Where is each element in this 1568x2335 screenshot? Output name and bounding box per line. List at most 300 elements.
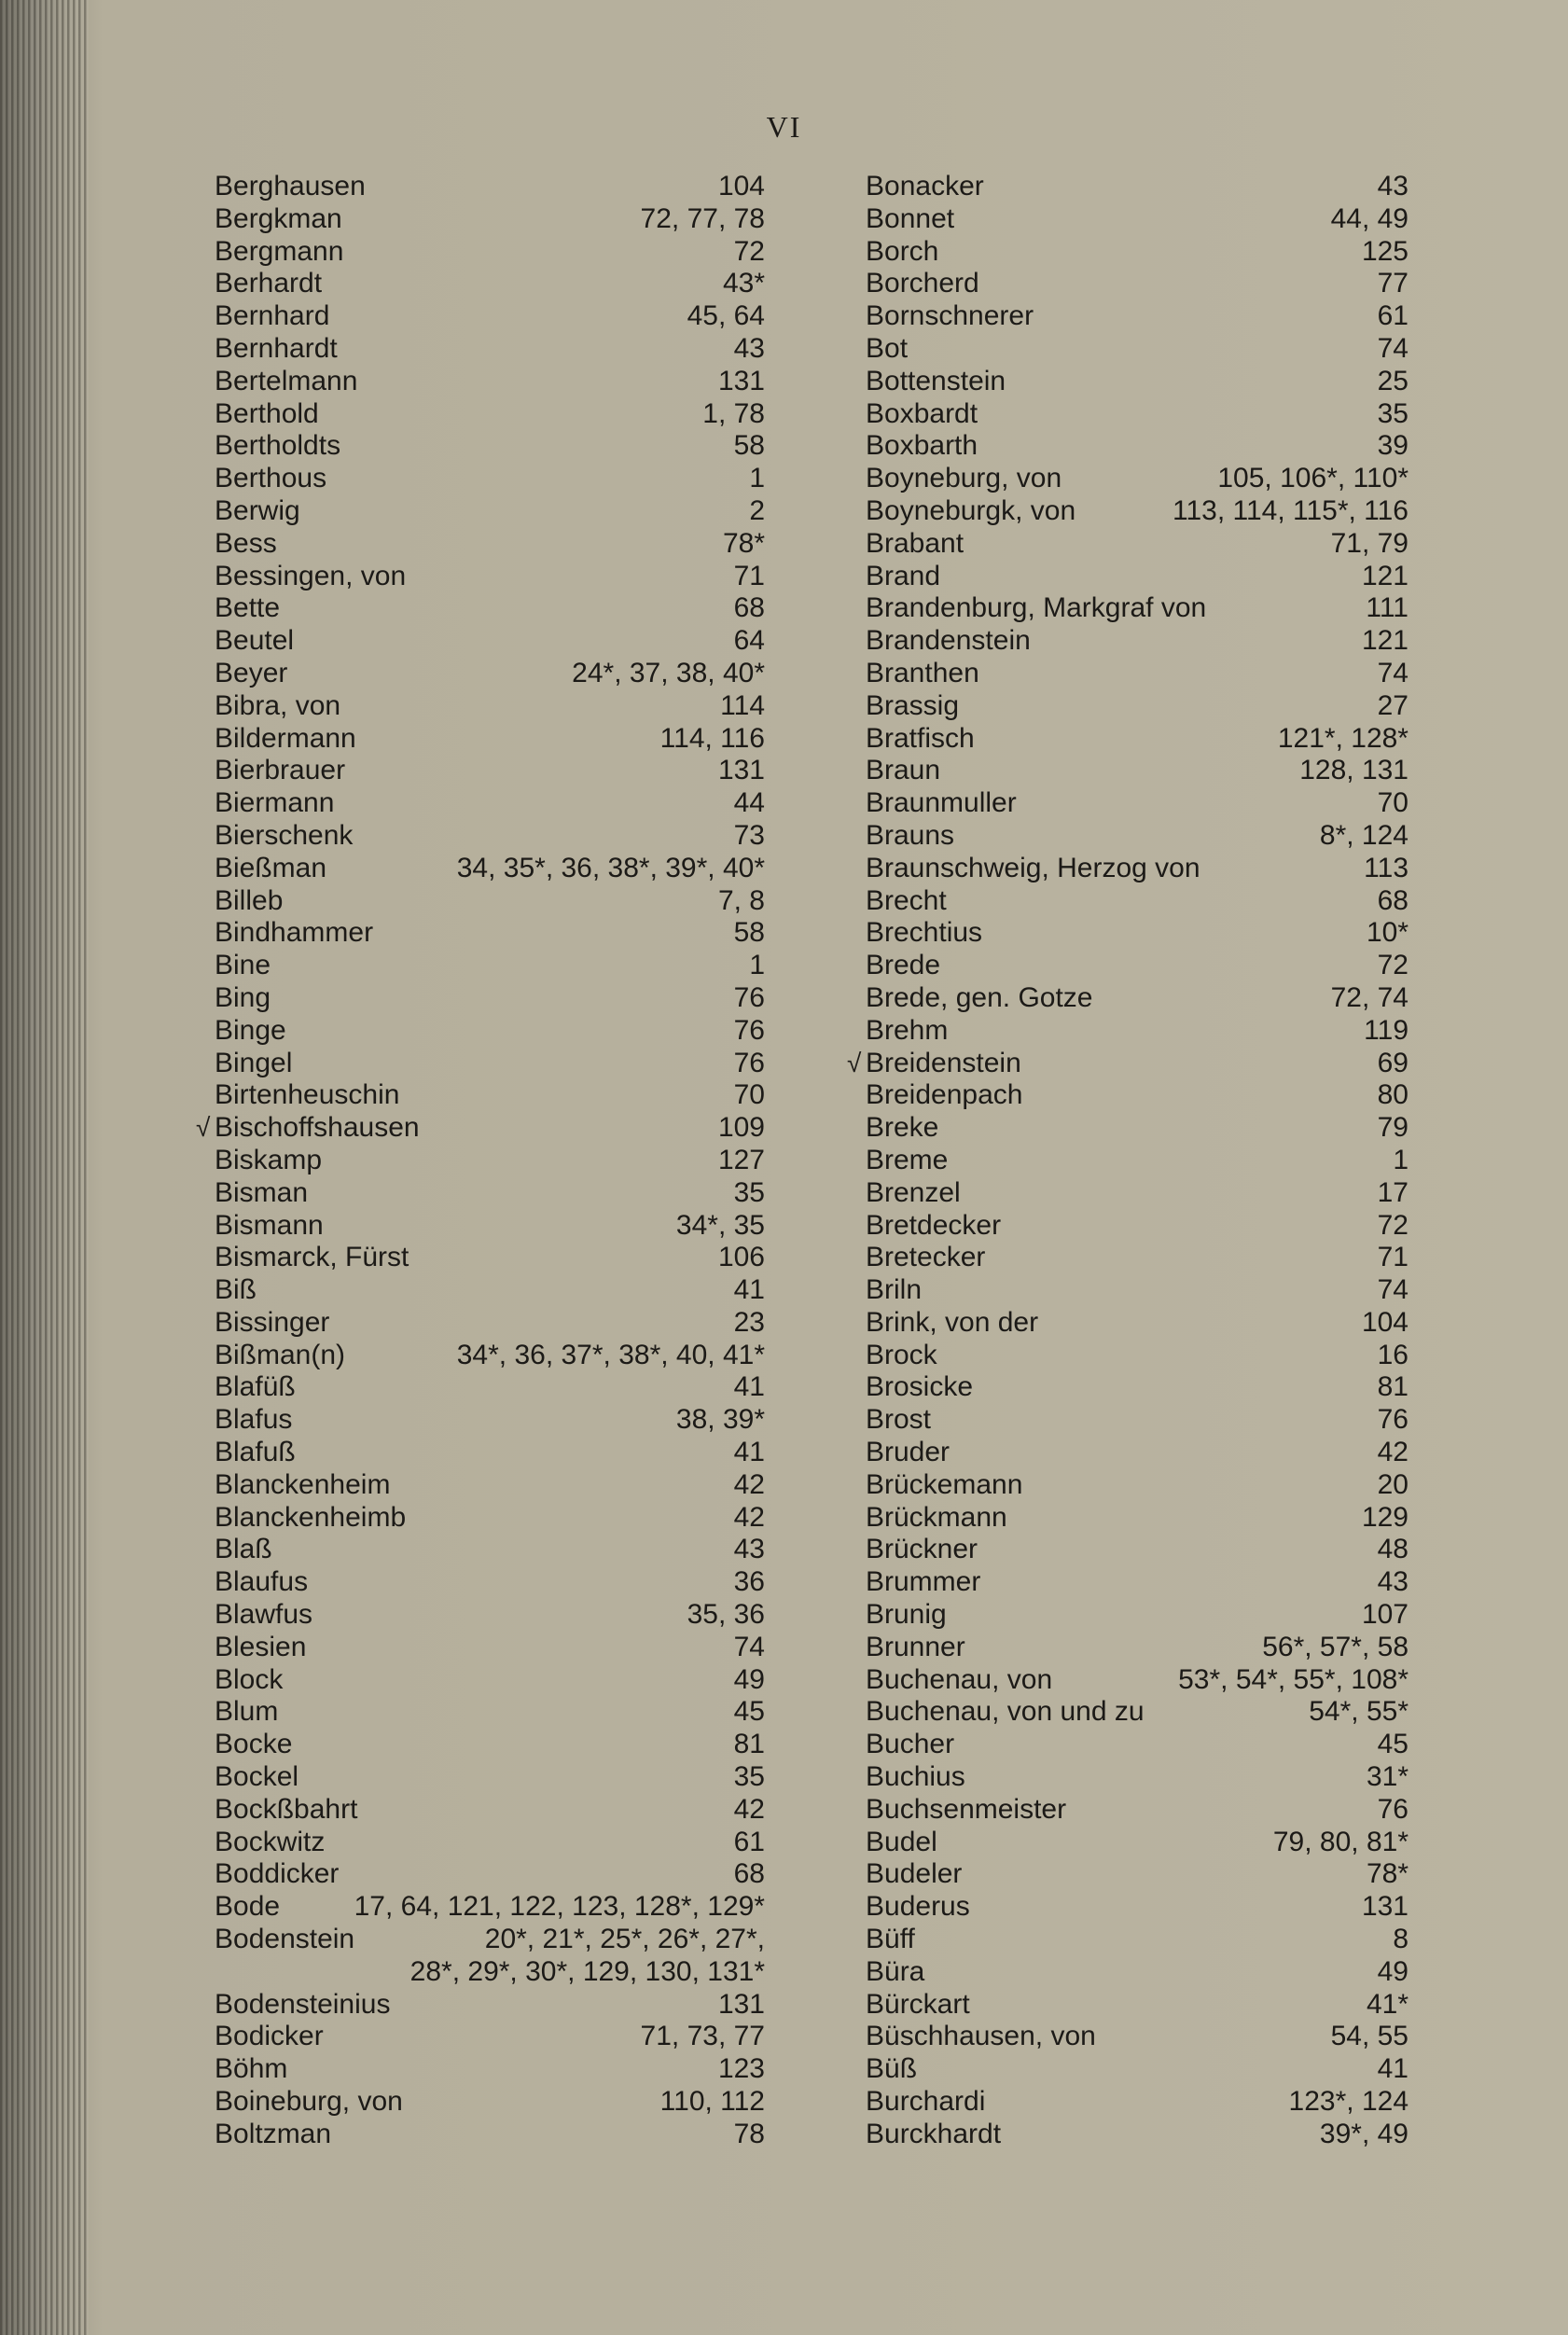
entry-pages: 54, 55 — [1330, 2021, 1408, 2052]
entry-name: Blum — [215, 1696, 279, 1728]
entry-name: Buchenau, von und zu — [866, 1696, 1145, 1728]
index-entry — [866, 1469, 1408, 1502]
entry-name: Bodensteinius — [215, 1988, 391, 2020]
index-entry — [215, 398, 765, 431]
entry-name: Bismann — [215, 1209, 324, 1241]
entry-pages: 41 — [733, 1274, 765, 1306]
entry-pages: 104 — [717, 171, 765, 202]
entry-name: Bonacker — [866, 171, 984, 202]
entry-pages: 20*, 21*, 25*, 26*, 27*, — [484, 1924, 765, 1955]
entry-pages: 78* — [1366, 1858, 1408, 1890]
entry-pages: 48 — [1377, 1534, 1408, 1565]
index-entry — [847, 1047, 1408, 1080]
entry-pages: 43 — [1377, 171, 1408, 202]
entry-name: Brenzel — [866, 1176, 961, 1208]
index-entry — [215, 366, 765, 398]
entry-pages: 38, 39* — [675, 1404, 765, 1436]
entry-name: Biermann — [215, 787, 335, 819]
entry-name: Breidenpach — [866, 1079, 1023, 1111]
index-entry — [866, 1371, 1408, 1404]
index-entry — [215, 950, 765, 982]
index-entry — [215, 495, 765, 528]
entry-name: Boyneburgk, von — [866, 494, 1076, 526]
index-entry — [866, 592, 1408, 625]
entry-pages: 42 — [733, 1793, 765, 1825]
entry-name: Bornschnerer — [866, 300, 1034, 332]
index-entry — [866, 1599, 1408, 1632]
entry-pages: 70 — [1377, 787, 1408, 819]
entry-pages: 121 — [1361, 625, 1408, 657]
index-entry — [215, 1858, 765, 1891]
entry-pages: 114 — [720, 689, 765, 721]
index-entry — [866, 982, 1408, 1015]
index-entry — [215, 2086, 765, 2119]
index-entry — [866, 690, 1408, 723]
index-entry — [866, 1340, 1408, 1372]
entry-pages: 42 — [1377, 1437, 1408, 1468]
index-entry — [215, 1404, 765, 1437]
entry-name: Borcherd — [866, 268, 979, 299]
index-entry — [215, 1956, 765, 1989]
entry-pages: 49 — [733, 1663, 765, 1695]
entry-pages: 79 — [1377, 1112, 1408, 1144]
entry-name: Brock — [866, 1339, 937, 1370]
entry-pages: 68 — [1377, 884, 1408, 916]
index-entry — [866, 2021, 1408, 2053]
entry-pages: 54*, 55* — [1309, 1696, 1408, 1728]
index-entry — [215, 982, 765, 1015]
entry-name: Bissinger — [215, 1306, 330, 1338]
index-entry — [215, 885, 765, 918]
entry-pages: 42 — [733, 1468, 765, 1500]
entry-name: Bießman — [215, 852, 327, 883]
index-entry — [215, 2119, 765, 2151]
index-entry — [866, 203, 1408, 236]
index-entry — [866, 1210, 1408, 1243]
index-entry — [866, 300, 1408, 333]
entry-name: Bockßbahrt — [215, 1793, 358, 1825]
entry-pages: 41 — [1377, 2053, 1408, 2085]
entry-name: Bockwitz — [215, 1826, 326, 1857]
entry-pages: 68 — [733, 592, 765, 624]
index-entry — [215, 333, 765, 366]
entry-pages: 110, 112 — [659, 2086, 765, 2118]
index-entry — [866, 2053, 1408, 2086]
index-entry — [866, 430, 1408, 463]
entry-name: Brink, von der — [866, 1306, 1039, 1338]
index-entry — [866, 463, 1408, 495]
entry-pages: 31* — [1366, 1761, 1408, 1793]
entry-pages: 1 — [749, 463, 765, 494]
entry-pages: 35 — [733, 1176, 765, 1208]
entry-name: Brummer — [866, 1566, 981, 1598]
entry-pages: 131 — [717, 1988, 765, 2020]
index-entry — [215, 1632, 765, 1664]
index-entry — [215, 1210, 765, 1243]
entry-pages: 36 — [733, 1566, 765, 1598]
entry-name: Bismarck, Fürst — [215, 1242, 409, 1273]
index-entry — [215, 1079, 765, 1112]
entry-pages: 35 — [733, 1761, 765, 1793]
entry-pages: 73 — [733, 819, 765, 851]
index-entry — [866, 171, 1408, 203]
entry-pages: 34*, 36, 37*, 38*, 40, 41* — [456, 1339, 765, 1370]
index-entry — [215, 1599, 765, 1632]
index-entry — [866, 1858, 1408, 1891]
entry-name: Bucher — [866, 1729, 955, 1760]
index-entry — [866, 1307, 1408, 1340]
entry-pages: 58 — [733, 917, 765, 949]
index-entry — [215, 1761, 765, 1794]
entry-name: Bisman — [215, 1176, 309, 1208]
entry-pages: 16 — [1377, 1339, 1408, 1370]
index-entry — [215, 1729, 765, 1761]
entry-pages: 113, 114, 115*, 116 — [1173, 494, 1408, 526]
entry-name: Brückmann — [866, 1501, 1007, 1533]
index-entry — [866, 1632, 1408, 1664]
index-entry — [866, 1437, 1408, 1469]
entry-pages: 131 — [717, 755, 765, 786]
index-entry — [866, 495, 1408, 528]
entry-name: Bessingen, von — [215, 560, 407, 591]
entry-name: Brandenburg, Markgraf von — [866, 592, 1207, 624]
index-entry — [866, 1112, 1408, 1145]
index-entry — [215, 430, 765, 463]
entry-name: Burckhardt — [866, 2118, 1002, 2149]
index-entry — [866, 1534, 1408, 1566]
entry-pages: 35 — [1377, 397, 1408, 429]
index-entry — [866, 820, 1408, 853]
entry-name: Boltzman — [215, 2118, 332, 2149]
entry-pages: 71, 79 — [1330, 527, 1408, 559]
entry-name: Bierschenk — [215, 819, 354, 851]
entry-name: Briln — [866, 1274, 923, 1306]
entry-pages: 127 — [717, 1144, 765, 1175]
entry-name: Buchsenmeister — [866, 1793, 1067, 1825]
index-entry — [866, 2119, 1408, 2151]
entry-name: Billeb — [215, 884, 284, 916]
index-entry — [215, 1307, 765, 1340]
index-entry — [866, 1761, 1408, 1794]
entry-name: Böhm — [215, 2053, 288, 2085]
entry-pages: 41 — [733, 1371, 765, 1403]
index-entry — [215, 1891, 765, 1924]
entry-name: Bildermann — [215, 722, 356, 754]
entry-pages: 131 — [717, 365, 765, 396]
entry-pages: 34*, 35 — [675, 1209, 765, 1241]
entry-pages: 43* — [722, 268, 765, 299]
entry-name: Berghausen — [215, 171, 366, 202]
entry-pages: 76 — [733, 1047, 765, 1078]
entry-name: Beyer — [215, 657, 288, 688]
entry-pages: 81 — [733, 1729, 765, 1760]
entry-name: Bratfisch — [866, 722, 975, 754]
index-entry — [866, 1566, 1408, 1599]
index-entry — [215, 592, 765, 625]
entry-pages: 44, 49 — [1330, 202, 1408, 234]
entry-pages: 113 — [1364, 852, 1408, 883]
entry-pages: 74 — [1377, 332, 1408, 364]
index-entry — [215, 2021, 765, 2053]
index-entry — [215, 917, 765, 950]
entry-name: Bode — [215, 1891, 281, 1923]
index-entry — [215, 690, 765, 723]
entry-name: Bingel — [215, 1047, 293, 1078]
entry-pages: 119 — [1364, 1014, 1408, 1046]
entry-pages: 104 — [1361, 1306, 1408, 1338]
index-entry — [215, 1502, 765, 1535]
entry-name: Brosicke — [866, 1371, 974, 1403]
entry-name: Borch — [866, 235, 939, 267]
index-entry — [866, 625, 1408, 658]
entry-name: Blawfus — [215, 1599, 313, 1631]
index-entry — [215, 171, 765, 203]
index-entry — [215, 203, 765, 236]
index-entry — [215, 755, 765, 787]
index-entry — [215, 1048, 765, 1080]
entry-pages: 39*, 49 — [1319, 2118, 1408, 2149]
entry-name: Büra — [866, 1955, 925, 1987]
index-column-right — [847, 171, 1408, 2151]
entry-name: Bette — [215, 592, 281, 624]
index-entry — [866, 1827, 1408, 1859]
entry-name: Beutel — [215, 625, 295, 657]
entry-pages: 10* — [1366, 917, 1408, 949]
index-entry — [215, 1566, 765, 1599]
index-entry — [866, 366, 1408, 398]
index-entry — [215, 1924, 765, 1956]
entry-name: Blafüß — [215, 1371, 296, 1403]
entry-pages: 109 — [717, 1112, 765, 1144]
entry-name: Brauns — [866, 819, 955, 851]
entry-pages: 80 — [1377, 1079, 1408, 1111]
entry-pages: 74 — [1377, 657, 1408, 688]
entry-pages: 56*, 57*, 58 — [1262, 1631, 1408, 1662]
index-entry — [215, 1340, 765, 1372]
entry-name: Blafus — [215, 1404, 293, 1436]
entry-pages: 25 — [1377, 365, 1408, 396]
index-entry — [215, 787, 765, 820]
entry-name: Bierbrauer — [215, 755, 346, 786]
entry-name: Blaufus — [215, 1566, 309, 1598]
entry-name: Büschhausen, von — [866, 2021, 1096, 2052]
entry-pages: 39 — [1377, 430, 1408, 462]
index-entry — [215, 1437, 765, 1469]
entry-pages: 7, 8 — [717, 884, 765, 916]
index-entry — [866, 236, 1408, 269]
entry-pages: 8 — [1393, 1924, 1408, 1955]
index-entry — [866, 1242, 1408, 1274]
entry-pages: 45, 64 — [687, 300, 765, 332]
index-entry — [215, 236, 765, 269]
entry-pages: 107 — [1361, 1599, 1408, 1631]
page-number: VI — [766, 110, 802, 144]
entry-name: Buchius — [866, 1761, 965, 1793]
entry-pages: 123*, 124 — [1288, 2086, 1408, 2118]
entry-name: Blanckenheim — [215, 1468, 391, 1500]
entry-name: Bergkman — [215, 202, 342, 234]
entry-name: Brede, gen. Gotze — [866, 981, 1093, 1013]
entry-name: Boyneburg, von — [866, 463, 1062, 494]
entry-name: Buderus — [866, 1891, 970, 1923]
index-entry — [866, 723, 1408, 756]
entry-name: Blaß — [215, 1534, 272, 1565]
entry-pages: 128, 131 — [1299, 755, 1408, 786]
entry-pages: 45 — [733, 1696, 765, 1728]
index-entry — [196, 1112, 765, 1145]
entry-name: Bürckart — [866, 1988, 970, 2020]
entry-pages: 111 — [1366, 592, 1408, 624]
entry-pages: 72 — [1377, 950, 1408, 981]
entry-name: Brunig — [866, 1599, 947, 1631]
entry-pages: 121 — [1361, 560, 1408, 591]
entry-name: Berwig — [215, 494, 300, 526]
index-entry — [215, 1242, 765, 1274]
index-entry — [215, 1827, 765, 1859]
entry-pages: 41* — [1366, 1988, 1408, 2020]
index-entry — [215, 1371, 765, 1404]
entry-pages: 69 — [1377, 1047, 1408, 1078]
entry-name: Blanckenheimb — [215, 1501, 407, 1533]
index-entry — [866, 333, 1408, 366]
entry-name: Bindhammer — [215, 917, 374, 949]
entry-name: Biß — [215, 1274, 257, 1306]
index-entry — [866, 1891, 1408, 1924]
entry-pages: 72 — [733, 235, 765, 267]
entry-name: Bodicker — [215, 2021, 324, 2052]
entry-name: Bißman(n) — [215, 1339, 346, 1370]
entry-pages: 121*, 128* — [1277, 722, 1408, 754]
entry-name: Breke — [866, 1112, 939, 1144]
entry-pages: 42 — [733, 1501, 765, 1533]
entry-name: Brunner — [866, 1631, 965, 1662]
entry-name: Brandenstein — [866, 625, 1031, 657]
entry-name: Braunschweig, Herzog von — [866, 852, 1200, 883]
entry-name: Budel — [866, 1826, 937, 1857]
entry-pages: 71 — [733, 560, 765, 591]
entry-name: Brehm — [866, 1014, 949, 1046]
check-mark: √ — [196, 1113, 211, 1143]
entry-name: Bonnet — [866, 202, 955, 234]
entry-pages: 76 — [1377, 1793, 1408, 1825]
entry-name: Bernhard — [215, 300, 330, 332]
index-entry — [215, 1145, 765, 1177]
index-entry — [215, 1534, 765, 1566]
entry-name: Biskamp — [215, 1144, 323, 1175]
entry-name: Berthous — [215, 463, 327, 494]
entry-pages: 35, 36 — [687, 1599, 765, 1631]
entry-name: Boxbarth — [866, 430, 978, 462]
entry-pages: 78 — [733, 2118, 765, 2149]
entry-name: Bretecker — [866, 1242, 986, 1273]
index-column-left — [196, 171, 765, 2151]
index-entry — [866, 658, 1408, 690]
index-entry — [866, 1729, 1408, 1761]
entry-pages: 20 — [1377, 1468, 1408, 1500]
index-entry — [215, 1696, 765, 1729]
entry-pages: 34, 35*, 36, 38*, 39*, 40* — [456, 852, 765, 883]
entry-pages: 1 — [749, 950, 765, 981]
entry-name: Burchardi — [866, 2086, 986, 2118]
entry-name: Braun — [866, 755, 941, 786]
entry-pages: 81 — [1377, 1371, 1408, 1403]
entry-name: Bodenstein — [215, 1924, 355, 1955]
entry-name: Braunmuller — [866, 787, 1017, 819]
entry-pages: 61 — [733, 1826, 765, 1857]
entry-pages: 68 — [733, 1858, 765, 1890]
entry-name: Bruder — [866, 1437, 951, 1468]
entry-pages: 72, 77, 78 — [640, 202, 765, 234]
entry-name: Bernhardt — [215, 332, 338, 364]
entry-name: Binge — [215, 1014, 286, 1046]
entry-name: Bine — [215, 950, 271, 981]
entry-name: Bocke — [215, 1729, 293, 1760]
entry-name: Budeler — [866, 1858, 963, 1890]
index-entry — [866, 1794, 1408, 1827]
entry-pages: 79, 80, 81* — [1272, 1826, 1408, 1857]
entry-pages: 72 — [1377, 1209, 1408, 1241]
index-entry — [866, 1502, 1408, 1535]
entry-name: Brückemann — [866, 1468, 1023, 1500]
index-entry — [866, 853, 1408, 885]
entry-pages: 64 — [733, 625, 765, 657]
entry-pages: 27 — [1377, 689, 1408, 721]
entry-name: Büß — [866, 2053, 918, 2085]
index-entry — [866, 950, 1408, 982]
index-entry — [215, 528, 765, 561]
check-mark: √ — [847, 1048, 862, 1077]
entry-pages: 72, 74 — [1330, 981, 1408, 1013]
index-entry — [866, 398, 1408, 431]
entry-pages: 58 — [733, 430, 765, 462]
index-entry — [215, 1177, 765, 1210]
entry-name: Bing — [215, 981, 271, 1013]
entry-name: Büff — [866, 1924, 915, 1955]
index-entry — [866, 2086, 1408, 2119]
index-entry — [866, 1404, 1408, 1437]
entry-name: Brand — [866, 560, 941, 591]
index-entry — [866, 1079, 1408, 1112]
entry-pages: 2 — [749, 494, 765, 526]
index-entry — [866, 268, 1408, 300]
entry-name: Bertelmann — [215, 365, 358, 396]
entry-name: Bergmann — [215, 235, 344, 267]
entry-pages: 43 — [733, 1534, 765, 1565]
entry-pages: 74 — [733, 1631, 765, 1662]
index-entry — [215, 723, 765, 756]
index-entry — [866, 1664, 1408, 1697]
entry-name: Brabant — [866, 527, 964, 559]
entry-pages: 43 — [733, 332, 765, 364]
entry-pages: 41 — [733, 1437, 765, 1468]
entry-pages: 53*, 54*, 55*, 108* — [1178, 1663, 1408, 1695]
entry-name: Birtenheuschin — [215, 1079, 400, 1111]
page-edge — [0, 0, 89, 2335]
index-entry — [215, 2053, 765, 2086]
entry-pages: 17 — [1377, 1176, 1408, 1208]
index-entry — [215, 1015, 765, 1048]
index-entry — [215, 625, 765, 658]
entry-name: Bottenstein — [866, 365, 1006, 396]
entry-pages: 114, 116 — [659, 722, 765, 754]
index-entry — [866, 787, 1408, 820]
entry-pages: 1, 78 — [702, 397, 765, 429]
entry-name: Brost — [866, 1404, 932, 1436]
index-entry — [866, 1989, 1408, 2022]
entry-name: Breidenstein — [866, 1047, 1021, 1078]
index-entry — [215, 300, 765, 333]
entry-pages: 8*, 124 — [1319, 819, 1408, 851]
